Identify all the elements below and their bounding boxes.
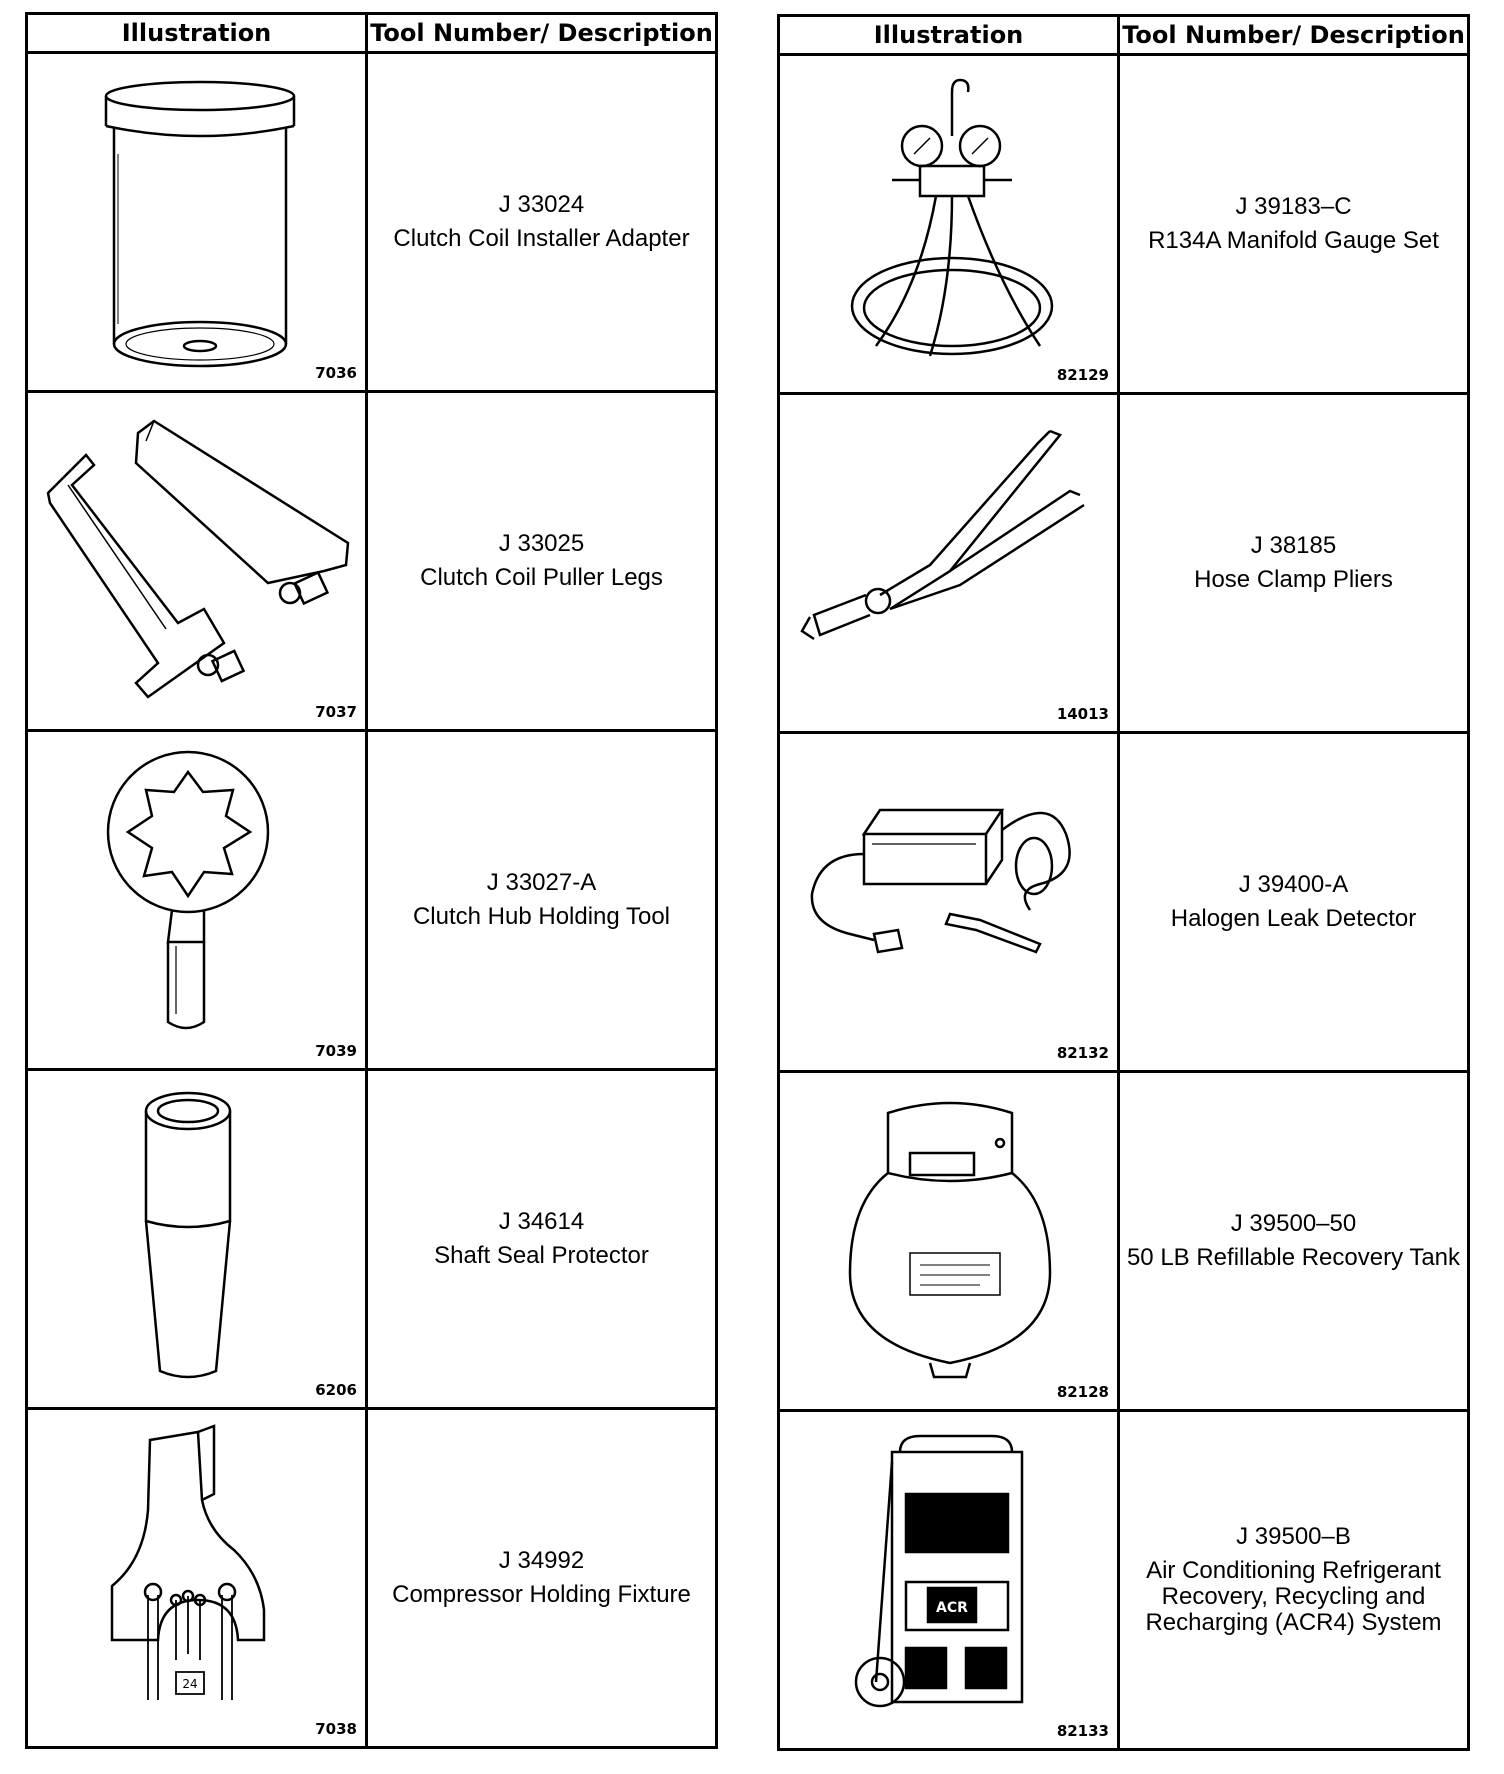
figure-number: 7036 xyxy=(315,364,357,382)
shaft-seal-protector-drawing xyxy=(28,1071,368,1407)
tool-number: J 33024 xyxy=(498,191,585,218)
description-column-header: Tool Number/ Description xyxy=(367,14,717,53)
description-cell xyxy=(367,53,717,392)
illustration-cell xyxy=(27,1070,367,1409)
compressor-fixture-drawing xyxy=(28,1410,368,1746)
figure-number: 7039 xyxy=(315,1042,357,1060)
table-row xyxy=(27,1070,717,1409)
acr4-system-drawing xyxy=(780,1412,1120,1748)
tool-description: Shaft Seal Protector xyxy=(434,1242,649,1269)
hose-clamp-pliers-drawing xyxy=(780,395,1120,731)
description-cell xyxy=(1119,55,1469,394)
tool-description: Clutch Hub Holding Tool xyxy=(412,903,671,930)
acr-logo: ACR xyxy=(936,1600,968,1616)
table-header-row xyxy=(779,16,1469,55)
tool-table-right xyxy=(777,14,1470,1751)
coil-puller-legs-drawing xyxy=(28,393,368,729)
figure-number: 82128 xyxy=(1056,1383,1109,1401)
figure-number: 82133 xyxy=(1056,1722,1109,1740)
illustration-cell xyxy=(779,394,1119,733)
tool-number: J 34992 xyxy=(498,1547,585,1574)
tool-number: J 39500–B xyxy=(1236,1523,1351,1550)
figure-number: 82129 xyxy=(1056,366,1109,384)
illustration-cell xyxy=(779,733,1119,1072)
description-cell xyxy=(1119,394,1469,733)
table-row xyxy=(27,731,717,1070)
tool-description: R134A Manifold Gauge Set xyxy=(1148,227,1439,254)
description-cell xyxy=(367,1409,717,1748)
tool-description: Clutch Coil Puller Legs xyxy=(420,564,663,591)
coil-installer-adapter-drawing xyxy=(28,54,368,390)
tool-table-left xyxy=(25,12,718,1749)
description-cell xyxy=(1119,1072,1469,1411)
illustration-cell xyxy=(779,1072,1119,1411)
tool-number: J 33025 xyxy=(498,530,585,557)
description-cell xyxy=(367,731,717,1070)
tool-description: Compressor Holding Fixture xyxy=(392,1581,691,1608)
figure-number: 7038 xyxy=(315,1720,357,1738)
illustration-column-header: Illustration xyxy=(27,14,367,53)
table-row xyxy=(27,53,717,392)
illustration-cell xyxy=(779,55,1119,394)
figure-number: 82132 xyxy=(1056,1044,1109,1062)
table-row xyxy=(779,1072,1469,1411)
figure-number: 7037 xyxy=(315,703,357,721)
recovery-tank-drawing xyxy=(780,1073,1120,1409)
tool-description: 50 LB Refillable Recovery Tank xyxy=(1126,1244,1461,1271)
halogen-leak-detector-drawing xyxy=(780,734,1120,1070)
description-cell xyxy=(367,1070,717,1409)
description-cell xyxy=(367,392,717,731)
table-row xyxy=(779,394,1469,733)
tool-number: J 39500–50 xyxy=(1230,1210,1357,1237)
table-row xyxy=(779,1411,1469,1750)
hub-holding-tool-drawing xyxy=(28,732,368,1068)
tool-description: Clutch Coil Installer Adapter xyxy=(393,225,690,252)
figure-number: 6206 xyxy=(315,1381,357,1399)
table-header-row xyxy=(27,14,717,53)
manifold-gauge-set-drawing xyxy=(780,56,1120,392)
tool-description: Air Conditioning Refrigerant Recovery, Recycling and Recharging (ACR4) System xyxy=(1145,1557,1442,1636)
illustration-cell xyxy=(27,53,367,392)
fixture-label: 24 xyxy=(182,1677,198,1691)
tool-number: J 38185 xyxy=(1250,532,1337,559)
description-column-header: Tool Number/ Description xyxy=(1119,16,1469,55)
illustration-column-header: Illustration xyxy=(779,16,1119,55)
tool-number: J 39400-A xyxy=(1238,871,1349,898)
description-cell xyxy=(1119,1411,1469,1750)
tool-number: J 33027-A xyxy=(486,869,597,896)
table-row xyxy=(779,733,1469,1072)
illustration-cell xyxy=(27,731,367,1070)
description-cell xyxy=(1119,733,1469,1072)
table-row xyxy=(27,392,717,731)
table-row xyxy=(27,1409,717,1748)
table-row xyxy=(779,55,1469,394)
figure-number: 14013 xyxy=(1056,705,1109,723)
illustration-cell xyxy=(27,1409,367,1748)
tool-number: J 39183–C xyxy=(1235,193,1352,220)
illustration-cell xyxy=(27,392,367,731)
tool-description: Hose Clamp Pliers xyxy=(1194,566,1393,593)
illustration-cell xyxy=(779,1411,1119,1750)
tool-description: Halogen Leak Detector xyxy=(1170,905,1417,932)
tool-number: J 34614 xyxy=(498,1208,585,1235)
